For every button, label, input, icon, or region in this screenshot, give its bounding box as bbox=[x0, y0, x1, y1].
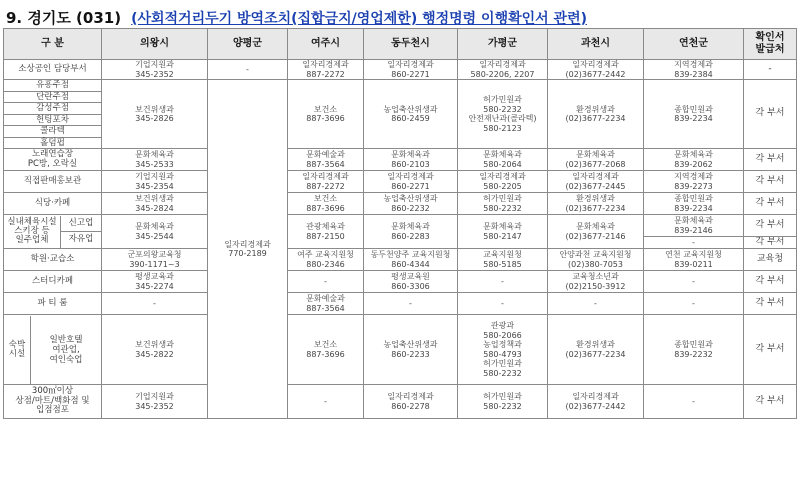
dept-cell: 문화체육과 345-2533 bbox=[102, 149, 208, 171]
dept-cell: 허가민원과 580-2232 bbox=[458, 385, 548, 419]
table-row bbox=[4, 215, 797, 237]
dept-cell: - bbox=[288, 271, 364, 293]
dept-cell: 환경위생과 (02)3677-2234 bbox=[548, 315, 644, 385]
dept-cell: 허가민원과 580-2232 안전재난과(콜라텍) 580-2123 bbox=[458, 80, 548, 149]
dept-cell: 일자리경제과 (02)3677-2442 bbox=[548, 60, 644, 80]
dept-cell: 안양과천 교육지원청 (02)380-7053 bbox=[548, 249, 644, 271]
dept-cell: 일자리경제과 887-2272 bbox=[288, 171, 364, 193]
dept-cell: 기업지원과 345-2352 bbox=[102, 385, 208, 419]
dept-cell: 문화체육과 (02)3677-2146 bbox=[548, 215, 644, 249]
contact-table bbox=[3, 28, 797, 419]
table-row bbox=[4, 171, 797, 193]
dept-cell: 종합민원과 839-2232 bbox=[644, 315, 744, 385]
dept-cell: 종합민원과 839-2234 bbox=[644, 80, 744, 149]
row-label: 소상공인 담당부서 bbox=[4, 60, 102, 80]
dept-cell: 보건소 887-3696 bbox=[288, 80, 364, 149]
issuer-cell: - bbox=[744, 60, 797, 80]
dept-cell: 보건소 887-3696 bbox=[288, 193, 364, 215]
row-label: 노래연습장 PC방, 오락실 bbox=[4, 149, 102, 171]
issuer-cell: 각 부서 bbox=[744, 315, 797, 385]
issuer-cell: 각 부서 bbox=[744, 271, 797, 293]
row-label-text: 실내체육시설 스키장 등 일주업체 bbox=[4, 216, 61, 248]
dept-cell: 교육청소년과 (02)2150-3912 bbox=[548, 271, 644, 293]
section-number: 9. 경기도 (031) bbox=[6, 9, 122, 27]
dept-cell: - bbox=[288, 385, 364, 419]
dept-cell: 문화체육과 860-2283 bbox=[364, 215, 458, 249]
dept-cell: 농업축산위생과 860-2459 bbox=[364, 80, 458, 149]
column-header: 가평군 bbox=[458, 29, 548, 60]
dept-cell: 문화체육과 839-2062 bbox=[644, 149, 744, 171]
column-header: 확인서 발급처 bbox=[744, 29, 797, 60]
dept-cell: 종합민원과 839-2234 bbox=[644, 193, 744, 215]
dept-cell: - bbox=[458, 293, 548, 315]
dept-cell: - bbox=[644, 237, 744, 249]
dept-cell: 일자리경제과 580-2206, 2207 bbox=[458, 60, 548, 80]
table-row bbox=[4, 293, 797, 315]
dept-cell: 일자리경제과 887-2272 bbox=[288, 60, 364, 80]
dept-cell: 보건소 887-3696 bbox=[288, 315, 364, 385]
header-row bbox=[4, 29, 797, 60]
row-label-item: 헌팅포차 bbox=[4, 115, 101, 127]
dept-cell: 일자리경제과 860-2271 bbox=[364, 171, 458, 193]
sub-label: 일반호텔 여관업, 여인숙업 bbox=[49, 334, 83, 365]
dept-cell: 환경위생과 (02)3677-2234 bbox=[548, 193, 644, 215]
issuer-cell: 각 부서 bbox=[744, 80, 797, 149]
dept-cell: - bbox=[208, 60, 288, 80]
dept-cell: - bbox=[644, 293, 744, 315]
table-row bbox=[4, 80, 797, 149]
dept-cell: 문화예술과 887-3564 bbox=[288, 293, 364, 315]
table-row bbox=[4, 249, 797, 271]
dept-cell: 지역경제과 839-2273 bbox=[644, 171, 744, 193]
issuer-cell: 각 부서 bbox=[744, 193, 797, 215]
row-label-text: 숙박 시설 bbox=[4, 316, 31, 384]
dept-cell: 일자리경제과 580-2205 bbox=[458, 171, 548, 193]
dept-cell: 일자리경제과 860-2278 bbox=[364, 385, 458, 419]
dept-cell: 일자리경제과 (02)3677-2442 bbox=[548, 385, 644, 419]
dept-cell: 관광체육과 887-2150 bbox=[288, 215, 364, 249]
dept-cell: 관광과 580-2066 농업정책과 580-4793 허가민원과 580-2232 bbox=[458, 315, 548, 385]
issuer-cell: 각 부서 bbox=[744, 171, 797, 193]
dept-cell: 보건위생과 345-2822 bbox=[102, 315, 208, 385]
dept-cell: 평생교육원 860-3306 bbox=[364, 271, 458, 293]
issuer-cell: 각 부서 bbox=[744, 293, 797, 315]
column-header: 동두천시 bbox=[364, 29, 458, 60]
dept-cell: 교육지원청 580-5185 bbox=[458, 249, 548, 271]
table-row bbox=[4, 385, 797, 419]
row-label: 직접판매홍보관 bbox=[4, 171, 102, 193]
column-header: 구 분 bbox=[4, 29, 102, 60]
column-header: 의왕시 bbox=[102, 29, 208, 60]
column-header: 여주시 bbox=[288, 29, 364, 60]
dept-cell: 일자리경제과 860-2271 bbox=[364, 60, 458, 80]
table-row bbox=[4, 193, 797, 215]
row-label bbox=[4, 80, 102, 149]
issuer-cell: 각 부서 bbox=[744, 385, 797, 419]
row-label bbox=[4, 315, 102, 385]
issuer-cell: 각 부서 bbox=[744, 215, 797, 237]
dept-cell: - bbox=[364, 293, 458, 315]
row-label-item: 유흥주점 bbox=[4, 80, 101, 92]
dept-cell: 보건위생과 345-2824 bbox=[102, 193, 208, 215]
column-header: 연천군 bbox=[644, 29, 744, 60]
row-label: 학원·교습소 bbox=[4, 249, 102, 271]
dept-cell: 여주 교육지원청 880-2346 bbox=[288, 249, 364, 271]
column-header: 양평군 bbox=[208, 29, 288, 60]
issuer-cell: 교육청 bbox=[744, 249, 797, 271]
dept-cell: 문화체육과 580-2147 bbox=[458, 215, 548, 249]
table-row bbox=[4, 315, 797, 385]
column-header: 과천시 bbox=[548, 29, 644, 60]
dept-cell: 허가민원과 580-2232 bbox=[458, 193, 548, 215]
table-row bbox=[4, 271, 797, 293]
dept-cell: 군포의왕교육청 390-1171~3 bbox=[102, 249, 208, 271]
table-row bbox=[4, 149, 797, 171]
dept-cell: 기업지원과 345-2352 bbox=[102, 60, 208, 80]
dept-cell: - bbox=[102, 293, 208, 315]
dept-cell: 문화예술과 887-3564 bbox=[288, 149, 364, 171]
section-subtitle: (사회적거리두기 방역조치(집합금지/영업제한) 행정명령 이행확인서 관련) bbox=[131, 11, 587, 27]
row-label: 300㎡이상 상점/마트/백화점 및 입점점포 bbox=[4, 385, 102, 419]
dept-cell: 문화체육과 580-2064 bbox=[458, 149, 548, 171]
row-label-item: 단란주점 bbox=[4, 92, 101, 104]
dept-cell: 기업지원과 345-2354 bbox=[102, 171, 208, 193]
dept-cell: 문화체육과 (02)3677-2068 bbox=[548, 149, 644, 171]
dept-cell: 문화체육과 860-2103 bbox=[364, 149, 458, 171]
dept-cell: 환경위생과 (02)3677-2234 bbox=[548, 80, 644, 149]
dept-cell: 일자리경제과 (02)3677-2445 bbox=[548, 171, 644, 193]
yangpyeong-cell: 일자리경제과 770-2189 bbox=[208, 80, 288, 419]
page-title bbox=[0, 0, 800, 28]
sub-label: 신고업 bbox=[61, 216, 101, 233]
table-row bbox=[4, 60, 797, 80]
row-label: 파 티 룸 bbox=[4, 293, 102, 315]
dept-cell: 연천 교육지원청 839-0211 bbox=[644, 249, 744, 271]
row-label: 식당·카페 bbox=[4, 193, 102, 215]
dept-cell: - bbox=[644, 271, 744, 293]
dept-cell: - bbox=[458, 271, 548, 293]
dept-cell: 평생교육과 345-2274 bbox=[102, 271, 208, 293]
row-label-item: 콜라텍 bbox=[4, 126, 101, 138]
sub-label: 자유업 bbox=[68, 234, 94, 244]
issuer-cell: 각 부서 bbox=[744, 149, 797, 171]
row-label bbox=[4, 215, 102, 249]
dept-cell: 농업축산위생과 860-2233 bbox=[364, 315, 458, 385]
issuer-cell: 각 부서 bbox=[744, 237, 797, 249]
dept-cell: 문화체육과 839-2146 bbox=[644, 215, 744, 237]
row-label: 스터디카페 bbox=[4, 271, 102, 293]
dept-cell: 농업축산위생과 860-2232 bbox=[364, 193, 458, 215]
row-label-item: 감성주점 bbox=[4, 103, 101, 115]
dept-cell: - bbox=[644, 385, 744, 419]
dept-cell: 동두천양주 교육지원청 860-4344 bbox=[364, 249, 458, 271]
dept-cell: - bbox=[548, 293, 644, 315]
dept-cell: 보건위생과 345-2826 bbox=[102, 80, 208, 149]
row-label-item: 홀덤펍 bbox=[40, 137, 65, 148]
dept-cell: 지역경제과 839-2384 bbox=[644, 60, 744, 80]
dept-cell: 문화체육과 345-2544 bbox=[102, 215, 208, 249]
